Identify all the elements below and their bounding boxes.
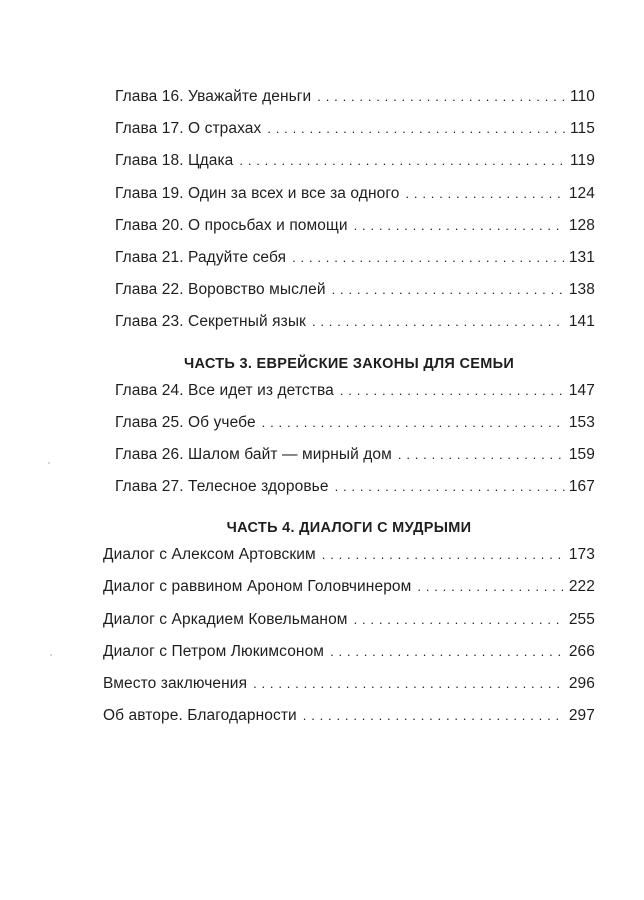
dot-leader <box>292 249 565 267</box>
toc-entry-page: 159 <box>568 445 595 463</box>
dot-leader <box>322 546 565 564</box>
toc-entry-page: 296 <box>568 675 595 692</box>
toc-entry-page: 131 <box>568 248 595 266</box>
toc-entry-page: 147 <box>568 381 595 399</box>
toc-entry <box>103 382 595 414</box>
toc-entry-page: 138 <box>568 281 595 299</box>
toc-entry <box>103 281 595 313</box>
toc-entry <box>103 478 595 510</box>
toc-entry-page: 173 <box>568 546 595 564</box>
toc-entry-title: Диалог с Петром Люкимсоном <box>103 642 325 660</box>
dot-leader <box>405 185 564 203</box>
toc-entry <box>103 185 595 217</box>
part-3-heading: ЧАСТЬ 3. ЕВРЕЙСКИЕ ЗАКОНЫ ДЛЯ СЕМЬИ <box>183 355 515 372</box>
dot-leader <box>330 643 565 661</box>
dot-leader <box>340 382 565 400</box>
dot-leader <box>303 707 565 725</box>
dot-leader <box>417 578 564 596</box>
toc-entry-page: 128 <box>568 216 595 234</box>
toc-entry <box>103 707 595 739</box>
dot-leader <box>332 281 565 299</box>
toc-entry-title: Глава 21. Радуйте себя <box>115 248 287 266</box>
toc-entry-title: Глава 24. Все идет из детства <box>115 381 334 399</box>
paper-speck <box>48 462 50 464</box>
toc-entry-page: 153 <box>568 413 595 431</box>
toc-entry <box>103 611 595 643</box>
toc-entry <box>103 578 595 610</box>
dot-leader <box>312 313 565 331</box>
toc-entry-page: 222 <box>568 578 595 596</box>
toc-entry <box>103 249 595 281</box>
toc-entry-page: 266 <box>568 642 595 660</box>
toc-entry-page: 119 <box>569 152 595 170</box>
toc-entry <box>103 120 595 152</box>
toc-entry-title: Глава 17. О страхах <box>115 120 262 138</box>
dot-leader <box>398 446 565 464</box>
toc-entry-title: Глава 23. Секретный язык <box>115 313 306 331</box>
toc-entry-title: Диалог с раввином Ароном Головчинером <box>103 578 412 596</box>
toc-entry-title: Глава 19. Один за всех и все за одного <box>115 184 400 202</box>
toc-entry-title: Глава 26. Шалом байт — мирный дом <box>115 445 392 463</box>
part-4-heading: ЧАСТЬ 4. ДИАЛОГИ С МУДРЫМИ <box>226 520 472 537</box>
toc-entry-page: 255 <box>568 610 595 628</box>
toc-entry-page: 297 <box>568 707 595 725</box>
paper-speck <box>50 654 52 656</box>
toc-entry-title: Глава 27. Телесное здоровье <box>115 478 329 496</box>
toc-entry-title: Диалог с Алексом Артовским <box>103 546 316 564</box>
dot-leader <box>354 217 565 235</box>
toc-entry <box>103 88 595 120</box>
toc-entry-title: Глава 20. О просьбах и помощи <box>115 216 348 234</box>
dot-leader <box>253 675 565 693</box>
toc-entry-title: Глава 22. Воровство мыслей <box>115 281 326 299</box>
toc-entry-title: Диалог с Аркадием Ковельманом <box>103 610 348 628</box>
toc-entry <box>103 217 595 249</box>
toc-entry-title: Вместо заключения <box>103 675 248 692</box>
toc-entry <box>103 446 595 478</box>
toc-entry <box>103 414 595 446</box>
toc-entry-title: Глава 25. Об учебе <box>115 413 256 431</box>
toc-entry-page: 110 <box>569 88 595 105</box>
toc-entry <box>103 152 595 184</box>
dot-leader <box>317 88 566 106</box>
toc-entry-page: 124 <box>568 184 595 202</box>
toc-entry-page: 115 <box>569 120 595 138</box>
toc-entry-title: Глава 18. Цдака <box>115 152 234 170</box>
dot-leader <box>354 611 565 629</box>
dot-leader <box>239 152 566 170</box>
toc-entry-page: 141 <box>568 313 595 331</box>
toc-entry <box>103 313 595 345</box>
toc-entry-page: 167 <box>568 478 595 496</box>
dot-leader <box>335 478 565 496</box>
toc-entry-title: Глава 16. Уважайте деньги <box>115 88 312 105</box>
toc-entry <box>103 643 595 675</box>
toc-entry <box>103 675 595 707</box>
toc-entry <box>103 546 595 578</box>
toc-entry-title: Об авторе. Благодарности <box>103 707 297 725</box>
table-of-contents <box>103 88 595 739</box>
dot-leader <box>267 120 566 138</box>
dot-leader <box>262 414 565 432</box>
